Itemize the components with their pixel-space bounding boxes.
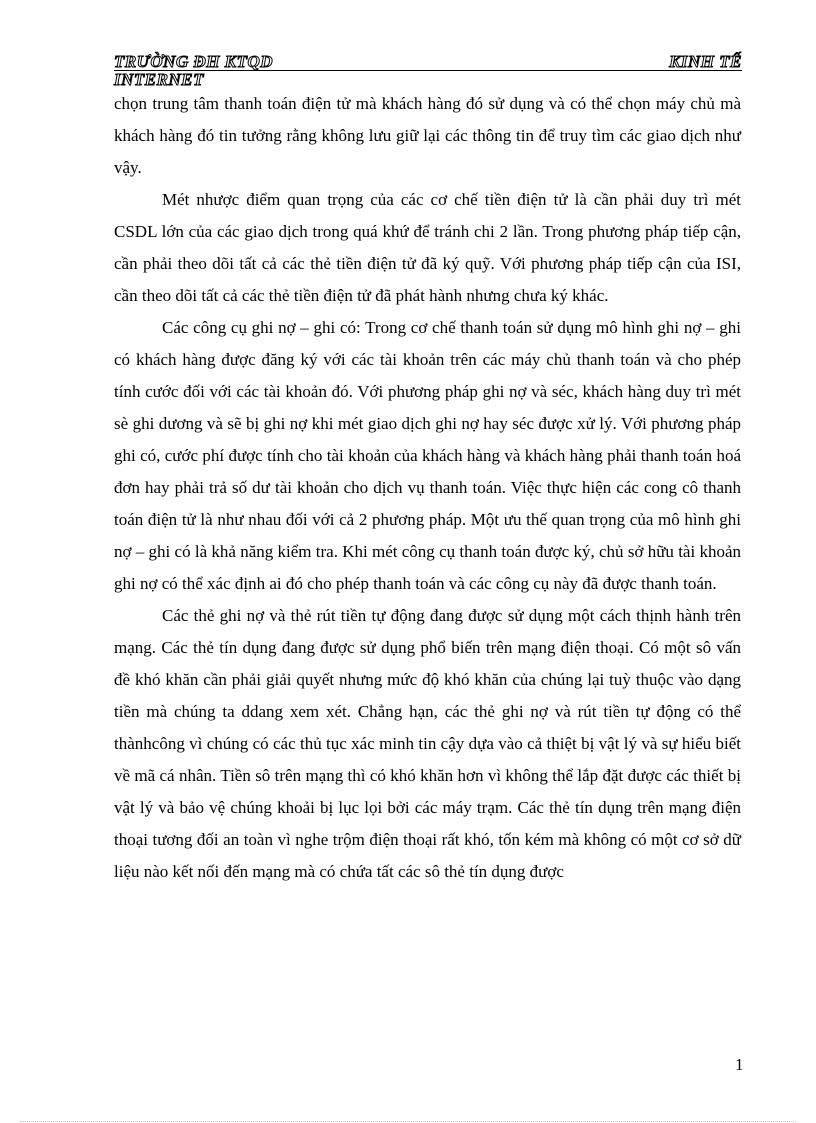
header-rule xyxy=(114,70,742,71)
body-paragraph-2: Mét nhược điểm quan trọng của các cơ chế tiền điện tử là cần phải duy trì mét CSDL lớn của các giao dịch trong quá khứ để tránh chi 2 lần. Trong phương pháp tiếp cận, cần phải theo dõi tất cả các thẻ tiền điện tử đã ký quỹ. Với phương pháp tiếp cận của ISI, cần theo dõi tất cả các thẻ tiền điện tử đã phát hành nhưng chưa ký khác. xyxy=(114,190,741,305)
body-paragraph-1: chọn trung tâm thanh toán điện tử mà khách hàng đó sử dụng và có thể chọn máy chủ mà khách hàng đó tin tưởng rằng không lưu giữ lại các thông tin để truy tìm các giao dịch như vậy. xyxy=(114,94,741,177)
header-subject-continued: INTERNET xyxy=(114,70,204,89)
document-body xyxy=(114,88,741,888)
header-subject: KINH TẾ xyxy=(669,52,742,71)
page-bottom-divider xyxy=(20,1121,796,1122)
header-school-name: TRƯỜNG ĐH KTQD xyxy=(114,52,274,71)
page-header xyxy=(114,52,742,90)
body-paragraph-3: Các công cụ ghi nợ – ghi có: Trong cơ chế thanh toán sử dụng mô hình ghi nợ – ghi có khách hàng được đăng ký với các tài khoản trên các máy chủ thanh toán và cho phép tính cước đối với các tài khoản đó. Với phương pháp ghi nợ và séc, khách hàng duy trì mét sè ghi dương và sẽ bị ghi nợ khi mét giao dịch ghi nợ hay séc được xử lý. Với phương pháp ghi có, cước phí được tính cho tài khoản của khách hàng và khách hàng phải thanh toán hoá đơn hay phải trả số dư tài khoản cho dịch vụ thanh toán. Việc thực hiện các cong cô thanh toán điện tử là như nhau đối với cả 2 phương pháp. Một ưu thế quan trọng của mô hình ghi nợ – ghi có là khả năng kiểm tra. Khi mét công cụ thanh toán được ký, chủ sở hữu tài khoản ghi nợ có thể xác định ai đó cho phép thanh toán và các công cụ này đã được thanh toán. xyxy=(114,318,741,593)
body-paragraph-4: Các thẻ ghi nợ và thẻ rút tiền tự động đang được sử dụng một cách thịnh hành trên mạng. Các thẻ tín dụng đang được sử dụng phổ biến trên mạng điện thoại. Có một sô vấn đề khó khăn cần phải giải quyết nhưng mức độ khó khăn của chúng lại tuỳ thuộc vào dạng tiền mà chúng ta ddang xem xét. Chẳng hạn, các thẻ ghi nợ và rút tiền tự động có thể thànhcông vì chúng có các thủ tục xác minh tin cậy dựa vào cả thiệt bị vật lý và sự hiểu biết về mã cá nhân. Tiền sô trên mạng thì có khó khăn hơn vì không thể lắp đặt được các thiết bị vật lý và bảo vệ chúng khoải bị lục lọi bởi các máy trạm. Các thẻ tín dụng trên mạng điện thoại tương đối an toàn vì nghe trộm điện thoại rất khó, tốn kém mà không có một cơ sở dữ liệu nào kết nối đến mạng mà có chứa tất các sô thẻ tín dụng được xyxy=(114,606,741,881)
page-number: 1 xyxy=(735,1055,744,1074)
